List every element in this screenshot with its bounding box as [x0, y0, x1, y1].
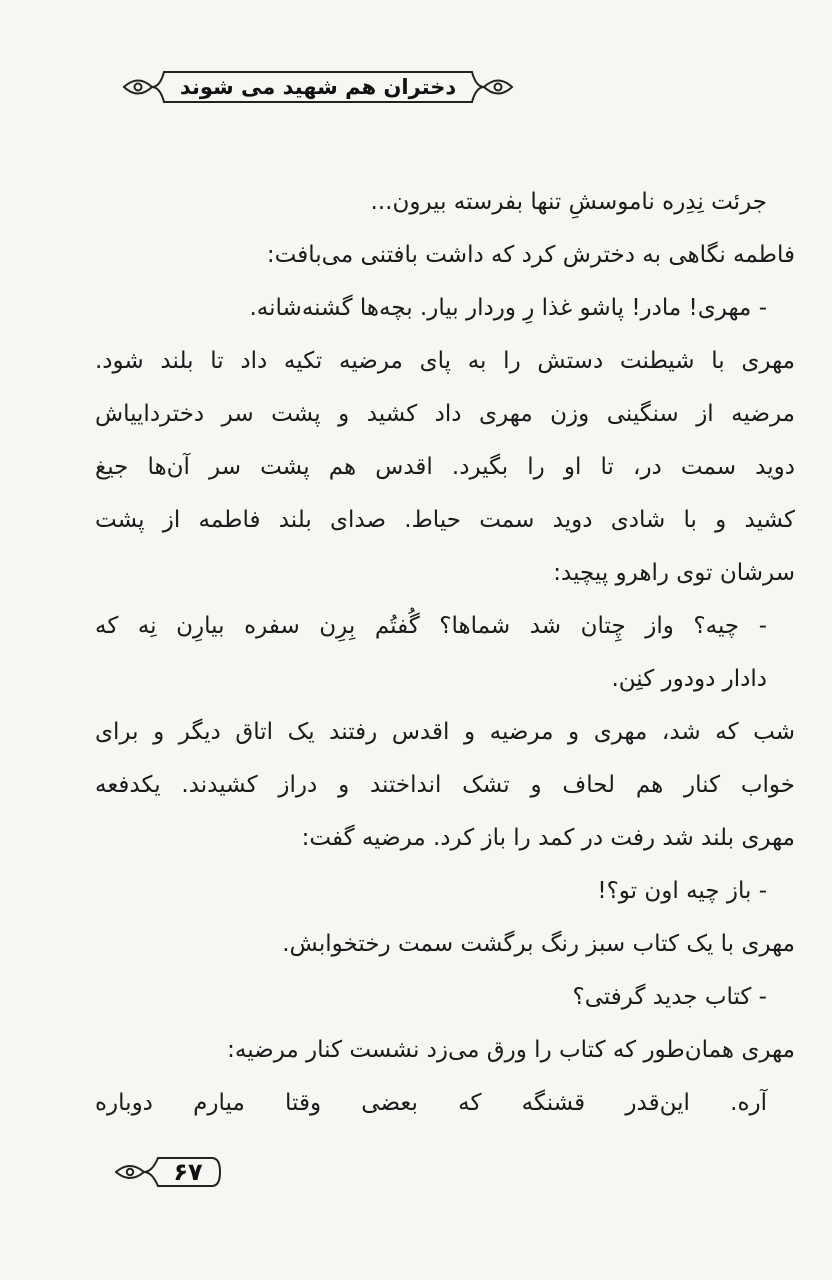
eye-ornament-icon [116, 1166, 144, 1178]
text-line: فاطمه نگاهی به دخترش کرد که داشت بافتنی می‌بافت: [266, 242, 795, 268]
text-line: - کتاب جدید گرفتی؟ [572, 984, 767, 1010]
body-text [95, 176, 795, 1130]
text-line: - باز چیه اون تو؟! [597, 878, 767, 904]
text-line: مهری همان‌طور که کتاب را ورق می‌زد نشست کنار مرضیه: [227, 1037, 795, 1063]
text-line: کشید و با شادی دوید سمت حیاط. صدای بلند فاطمه از پشت [95, 507, 795, 533]
page-number: ۶۷ [173, 1158, 203, 1186]
text-line: مهری بلند شد رفت در کمد را باز کرد. مرضیه گفت: [301, 825, 795, 851]
text-line: مهری با یک کتاب سبز رنگ برگشت سمت رختخوابش. [282, 931, 795, 957]
text-line: جرئت نِدِره ناموسشِ تنها بفرسته بیرون... [370, 189, 767, 215]
running-header [118, 62, 518, 112]
text-line: آره. این‌قدر قشنگه که بعضی وقتا میارم دوباره [95, 1090, 767, 1116]
text-line: مرضیه از سنگینی وزن مهری داد کشید و پشت سر دخترداییاش [95, 401, 795, 427]
text-line: دوید سمت در، تا او را بگیرد. اقدس هم پشت سر آن‌ها جیغ [95, 454, 795, 480]
text-line: - چیه؟ واز چِتان شد شماها؟ گُفتُم بِرِن سفره بیارِن نِه که [95, 613, 767, 639]
text-line: - مهری! مادر! پاشو غذا رِ وردار بیار. بچه‌ها گشنه‌شانه. [249, 295, 767, 321]
text-line: شب که شد، مهری و مرضیه و اقدس رفتند یک اتاق دیگر و برای [95, 719, 795, 745]
text-line: مهری با شیطنت دستش را به پای مرضیه تکیه داد تا بلند شود. [95, 348, 795, 374]
text-line: دادار دودور کنِن. [611, 666, 767, 692]
text-line: خواب کنار هم لحاف و تشک انداختند و دراز کشیدند. یکدفعه [95, 772, 795, 798]
text-line: سرشان توی راهرو پیچید: [553, 560, 795, 586]
book-title: دختران هم شهید می شوند [179, 75, 457, 99]
page-footer [112, 1150, 222, 1194]
